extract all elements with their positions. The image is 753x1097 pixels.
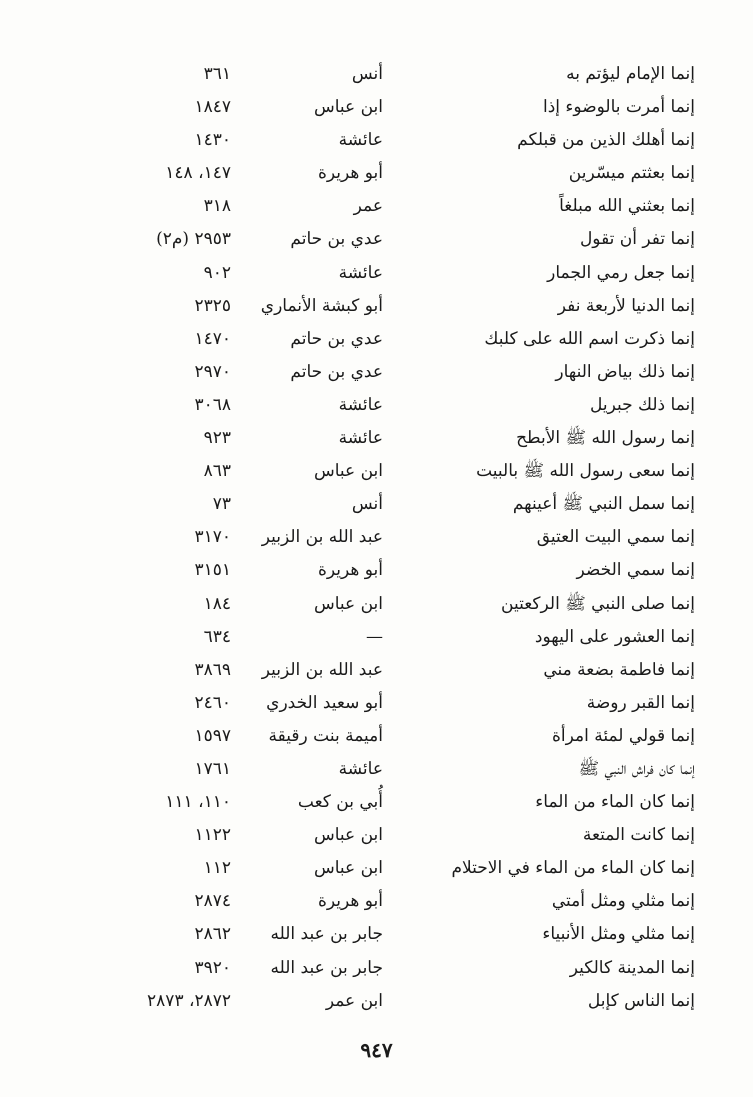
narrator: أنس <box>351 494 383 515</box>
narrator: أبو سعيد الخدري <box>266 692 383 713</box>
hadith-number: ٢٣٢٥ <box>194 295 231 316</box>
narrator: ابن عباس <box>313 825 383 846</box>
index-row <box>0 422 753 455</box>
index-row <box>0 753 753 786</box>
index-row <box>0 952 753 985</box>
hadith-text: إنما كان الماء من الماء في الاحتلام <box>451 858 695 879</box>
index-row <box>0 290 753 323</box>
narrator: ابن عباس <box>313 858 383 879</box>
narrator: عدي بن حاتم <box>290 229 383 250</box>
index-row <box>0 588 753 621</box>
hadith-number: ٢٨٦٢ <box>194 924 231 945</box>
index-table <box>0 58 753 1018</box>
hadith-number: ١٧٦١ <box>194 758 231 779</box>
hadith-number: ٢٩٧٠ <box>194 361 231 382</box>
hadith-text: إنما مثلي ومثل الأنبياء <box>542 924 695 945</box>
hadith-number: ٩٢٣ <box>203 428 231 449</box>
index-row <box>0 819 753 852</box>
narrator: عائشة <box>338 758 383 779</box>
hadith-text: إنما كانت المتعة <box>582 825 695 846</box>
hadith-number: ١١٢ <box>203 858 231 879</box>
hadith-number: ٢٩٥٣ (م٢) <box>156 229 231 250</box>
hadith-number: ٣٠٦٨ <box>194 394 231 415</box>
hadith-number: ٢٨٧٤ <box>194 891 231 912</box>
narrator: عائشة <box>338 428 383 449</box>
narrator: عدي بن حاتم <box>290 328 383 349</box>
narrator: ابن عباس <box>313 461 383 482</box>
index-row <box>0 124 753 157</box>
narrator: أبو هريرة <box>317 560 383 581</box>
index-row <box>0 985 753 1018</box>
index-row <box>0 223 753 256</box>
hadith-number: ٣٨٦٩ <box>194 659 231 680</box>
hadith-number: ١٨٤ <box>203 593 231 614</box>
hadith-text: إنما بعثتم ميسّرين <box>568 163 695 184</box>
index-row <box>0 257 753 290</box>
hadith-text: إنما أمرت بالوضوء إذا <box>543 97 695 118</box>
narrator: عبد الله بن الزبير <box>261 659 383 680</box>
index-row <box>0 157 753 190</box>
narrator: ابن عمر <box>325 990 383 1011</box>
hadith-number: ١٤٧٠ <box>194 328 231 349</box>
index-row <box>0 455 753 488</box>
narrator: عائشة <box>338 262 383 283</box>
hadith-text: إنما الدنيا لأربعة نفر <box>557 295 695 316</box>
index-row <box>0 852 753 885</box>
index-row <box>0 654 753 687</box>
hadith-text: إنما قولي لمئة امرأة <box>551 725 695 746</box>
index-row <box>0 918 753 951</box>
narrator: أبو هريرة <box>317 891 383 912</box>
hadith-text: إنما بعثني الله مبلغاً <box>559 196 695 217</box>
narrator: عمر <box>353 196 383 217</box>
hadith-text: إنما صلى النبي ﷺ الركعتين <box>501 593 695 614</box>
hadith-text: إنما الناس كإبل <box>587 990 695 1011</box>
hadith-text: إنما جعل رمي الجمار <box>547 262 695 283</box>
hadith-text: إنما مثلي ومثل أمتي <box>551 891 695 912</box>
hadith-text: إنما كان فراش النبي ﷺ <box>578 758 695 779</box>
narrator: ابن عباس <box>313 97 383 118</box>
index-row <box>0 58 753 91</box>
hadith-number: ٨٦٣ <box>203 461 231 482</box>
hadith-number: ١٤٧، ١٤٨ <box>165 163 231 184</box>
hadith-text: إنما سمي الخضر <box>576 560 695 581</box>
index-row <box>0 687 753 720</box>
narrator: عائشة <box>338 394 383 415</box>
index-row <box>0 521 753 554</box>
narrator: أنس <box>351 64 383 84</box>
narrator: جابر بن عبد الله <box>270 957 383 978</box>
hadith-text: إنما العشور على اليهود <box>534 626 695 647</box>
index-row <box>0 786 753 819</box>
index-row <box>0 323 753 356</box>
hadith-number: ٣٦١ <box>203 64 231 84</box>
index-row <box>0 885 753 918</box>
narrator: عائشة <box>338 130 383 151</box>
hadith-number: ٣٩٢٠ <box>194 957 231 978</box>
page-number: ٩٤٧ <box>360 1038 393 1062</box>
index-row <box>0 356 753 389</box>
hadith-number: ١١٠، ١١١ <box>165 792 231 813</box>
hadith-number: ١٥٩٧ <box>194 725 231 746</box>
hadith-number: ٦٣٤ <box>203 626 231 647</box>
narrator: — <box>366 626 383 647</box>
hadith-text: إنما سمل النبي ﷺ أعينهم <box>512 494 695 515</box>
hadith-number: ٧٣ <box>212 494 231 515</box>
hadith-text: إنما ذلك جبريل <box>590 394 695 415</box>
hadith-number: ٢٤٦٠ <box>194 692 231 713</box>
hadith-number: ٢٨٧٢، ٢٨٧٣ <box>147 990 231 1011</box>
narrator: ابن عباس <box>313 593 383 614</box>
hadith-text: إنما المدينة كالكير <box>569 957 695 978</box>
hadith-number: ٩٠٢ <box>203 262 231 283</box>
hadith-text: إنما ذكرت اسم الله على كلبك <box>484 328 695 349</box>
narrator: جابر بن عبد الله <box>270 924 383 945</box>
narrator: أُبي بن كعب <box>297 792 383 813</box>
hadith-text: إنما تفر أن تقول <box>579 229 695 250</box>
index-row <box>0 621 753 654</box>
narrator: عدي بن حاتم <box>290 361 383 382</box>
hadith-text: إنما سعى رسول الله ﷺ بالبيت <box>476 461 695 482</box>
hadith-number: ١٤٣٠ <box>194 130 231 151</box>
hadith-text: إنما سمي البيت العتيق <box>536 527 695 548</box>
hadith-text: إنما ذلك بياض النهار <box>555 361 695 382</box>
hadith-number: ٣١٨ <box>203 196 231 217</box>
hadith-text: إنما القبر روضة <box>586 692 695 713</box>
hadith-text: إنما كان الماء من الماء <box>535 792 695 813</box>
hadith-number: ١١٢٢ <box>194 825 231 846</box>
narrator: أبو كبشة الأنماري <box>260 295 383 316</box>
hadith-number: ٣١٥١ <box>194 560 231 581</box>
index-row <box>0 190 753 223</box>
index-row <box>0 720 753 753</box>
hadith-text: إنما فاطمة بضعة مني <box>543 659 695 680</box>
narrator: عبد الله بن الزبير <box>261 527 383 548</box>
index-row <box>0 389 753 422</box>
hadith-text: إنما الإمام ليؤتم به <box>566 64 695 84</box>
index-row <box>0 554 753 587</box>
narrator: أبو هريرة <box>317 163 383 184</box>
hadith-number: ١٨٤٧ <box>194 97 231 118</box>
hadith-text: إنما رسول الله ﷺ الأبطح <box>516 428 695 449</box>
hadith-number: ٣١٧٠ <box>194 527 231 548</box>
hadith-text: إنما أهلك الذين من قبلكم <box>517 130 695 151</box>
narrator: أميمة بنت رقيقة <box>268 725 383 746</box>
index-row <box>0 488 753 521</box>
index-row <box>0 91 753 124</box>
